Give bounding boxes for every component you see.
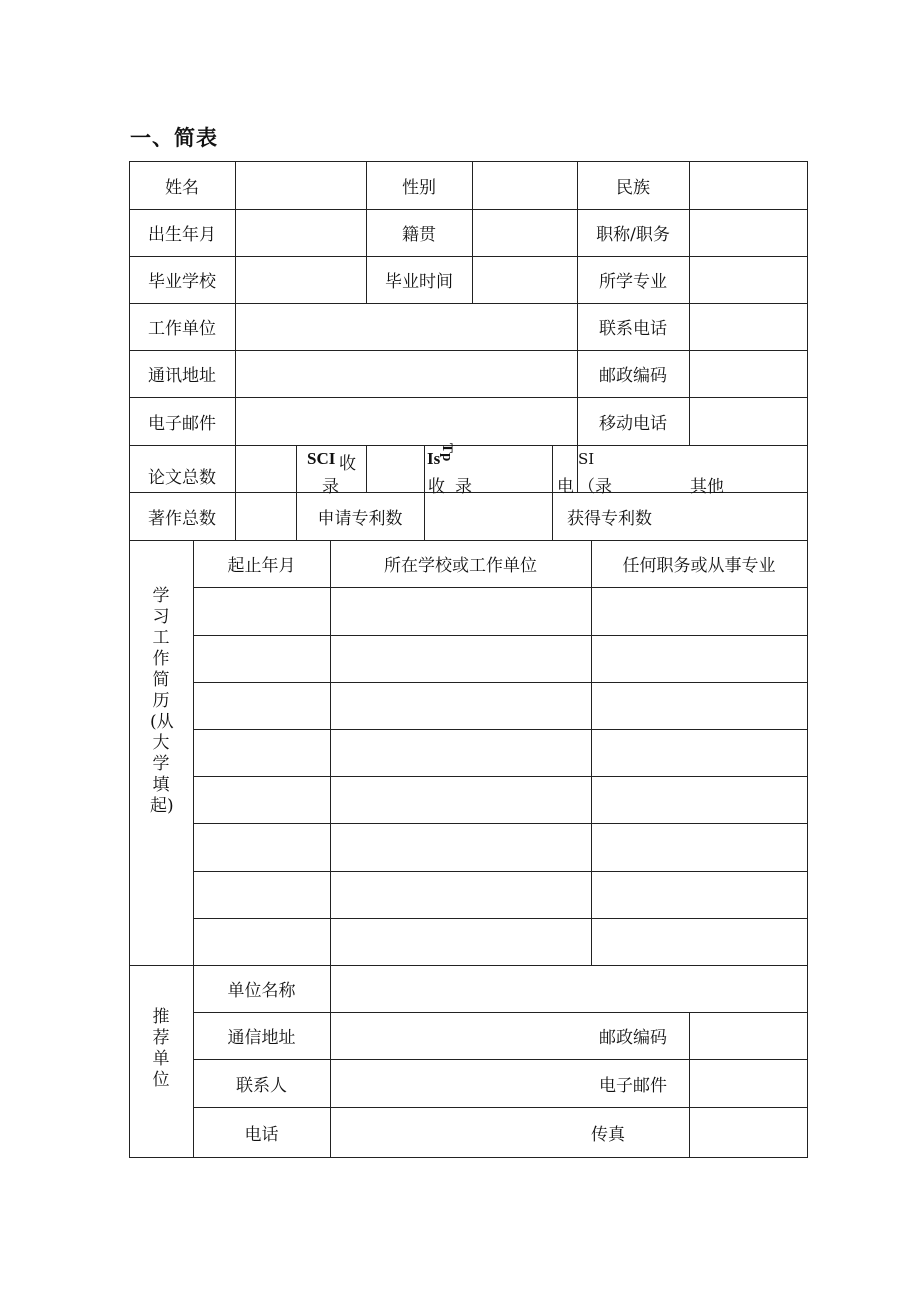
gender-input-cell[interactable] (473, 162, 577, 209)
istp-char-shou: 收 (428, 477, 445, 497)
patents-applied-input-cell[interactable] (425, 493, 552, 540)
resume-row-6[interactable] (194, 824, 808, 871)
books-total-input-cell[interactable] (236, 493, 296, 540)
work-unit-input-cell[interactable] (236, 304, 577, 350)
graduated-school-input-cell[interactable] (236, 257, 366, 303)
recommend-side-label: 推荐单位 (152, 1007, 170, 1090)
other-count-input-cell[interactable] (725, 446, 807, 466)
mobile-input-cell[interactable] (690, 398, 807, 445)
email-label: 电子邮件 (148, 413, 216, 434)
graduation-time-input-cell[interactable] (473, 257, 577, 303)
sci-char-lu: 录 (322, 477, 339, 497)
mobile-label: 移动电话 (599, 413, 667, 434)
resume-side-label: 学习工作简历(从大学填起) (150, 586, 174, 816)
recommend-postal-code-label: 邮政编码 (599, 1028, 667, 1048)
birth-label: 出生年月 (148, 225, 216, 245)
recommend-phone-label: 电话 (244, 1124, 279, 1145)
title-position-input-cell[interactable] (690, 210, 807, 256)
resume-row-8[interactable] (194, 919, 808, 965)
contact-phone-input-cell[interactable] (690, 304, 807, 350)
name-label: 姓名 (165, 177, 199, 198)
recommend-email-input-cell[interactable] (690, 1060, 807, 1107)
contact-phone-label: 联系电话 (599, 319, 667, 339)
recommend-email-label: 电子邮件 (599, 1075, 667, 1096)
patents-applied-label: 申请专利数 (317, 508, 403, 529)
resume-form-table (129, 161, 808, 1158)
resume-row-1[interactable] (194, 588, 808, 635)
name-input-cell[interactable] (236, 162, 366, 209)
resume-header-period: 起止年月 (227, 556, 296, 576)
sci-count-input-cell[interactable] (367, 446, 424, 492)
native-place-label: 籍贯 (402, 225, 436, 245)
patents-granted-input-cell[interactable] (669, 493, 807, 540)
gender-label: 性别 (402, 177, 436, 198)
birth-input-cell[interactable] (236, 210, 366, 256)
istp-char-lu: 录 (455, 477, 472, 497)
major-label: 所学专业 (599, 272, 667, 292)
ei-char-dian: 电 (557, 477, 574, 497)
graduation-time-label: 毕业时间 (385, 272, 453, 292)
resume-row-5[interactable] (194, 777, 808, 823)
resume-header-school-unit: 所在学校或工作单位 (384, 556, 537, 576)
postal-code-input-cell[interactable] (690, 351, 807, 397)
graduated-school-label: 毕业学校 (148, 272, 216, 292)
resume-row-2[interactable] (194, 636, 808, 682)
istp-label-top: Tp (439, 443, 455, 462)
mail-address-label: 通讯地址 (148, 366, 216, 386)
resume-header-position: 任何职务或从事专业 (622, 556, 776, 576)
other-label: 其他 (690, 477, 724, 497)
patents-granted-label: 获得专利数 (567, 508, 652, 529)
recommend-postal-code-input-cell[interactable] (690, 1013, 807, 1059)
paper-total-label: 论文总数 (148, 468, 216, 488)
ethnicity-label: 民族 (616, 177, 650, 198)
unit-name-input-cell[interactable] (331, 966, 807, 1012)
native-place-input-cell[interactable] (473, 210, 577, 256)
paper-total-input-cell[interactable] (236, 446, 296, 492)
ethnicity-input-cell[interactable] (690, 162, 807, 209)
title-position-label: 职称/职务 (596, 225, 670, 245)
sci-char-shou: 收 (339, 454, 356, 474)
major-input-cell[interactable] (690, 257, 807, 303)
work-unit-label: 工作单位 (148, 319, 216, 339)
books-total-label: 著作总数 (148, 508, 216, 529)
contact-person-label: 联系人 (236, 1075, 287, 1096)
resume-row-3[interactable] (194, 683, 808, 729)
istp-count-input-cell[interactable] (474, 446, 552, 492)
resume-row-4[interactable] (194, 730, 808, 776)
section-title: 一、简表 (130, 126, 218, 150)
email-input-cell[interactable] (236, 398, 577, 445)
sci-label: SCI (307, 449, 336, 468)
unit-name-label: 单位名称 (227, 981, 296, 1001)
resume-row-7[interactable] (194, 872, 808, 918)
mail-address-input-cell[interactable] (236, 351, 577, 397)
fax-input-cell[interactable] (690, 1108, 807, 1157)
ei-paren-lu: （录 (578, 477, 612, 497)
fax-label: 传真 (591, 1124, 625, 1145)
recommend-address-label: 通信地址 (227, 1028, 296, 1048)
postal-code-label: 邮政编码 (599, 366, 667, 386)
istp-label-is: Is (427, 449, 441, 468)
ei-label: SI (578, 450, 595, 468)
